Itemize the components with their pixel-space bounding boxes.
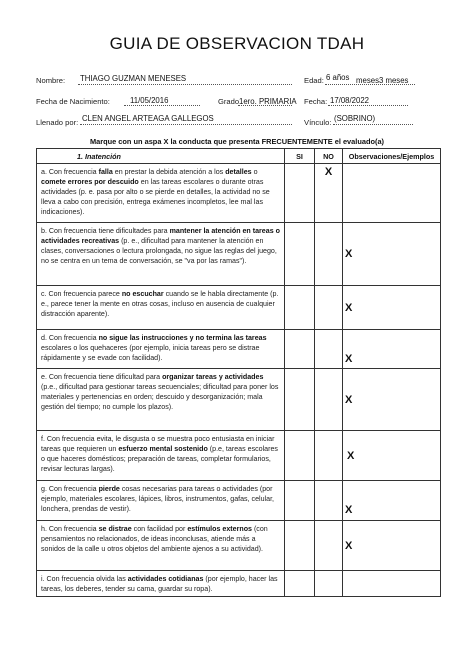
- obs-cell-b[interactable]: X: [343, 223, 441, 286]
- obs-cell-a[interactable]: [343, 164, 441, 223]
- item-a-text: a. Con frecuencia falla en prestar la debida atención a los detalles o comete errores por descuido en las tareas escolares o durante otras actividades (p. e. pasa por alto o se pierde en detalles, la actividad no se lleva a cabo con precisión, entrega exámenes incompletos, lee mal las indicaciones).: [41, 168, 270, 216]
- table-row: [37, 164, 441, 223]
- nombre-label: Nombre:: [36, 76, 66, 85]
- si-cell-i[interactable]: [285, 571, 315, 597]
- grado-line: [238, 105, 292, 106]
- edad-value[interactable]: 6 años: [326, 73, 350, 82]
- table-row: [37, 481, 441, 521]
- fecha-line: [328, 105, 408, 106]
- table-row: [37, 369, 441, 431]
- obs-cell-i[interactable]: [343, 571, 441, 597]
- no-cell-h[interactable]: [315, 521, 343, 571]
- table-row: [37, 330, 441, 369]
- page-title: GUIA DE OBSERVACION TDAH: [109, 34, 365, 53]
- obs-cell-h[interactable]: X: [343, 521, 441, 571]
- item-i-cell: [37, 571, 285, 597]
- item-d-cell: [37, 330, 285, 369]
- obs-cell-c[interactable]: X: [343, 286, 441, 330]
- header-item: 1. Inatención: [37, 149, 285, 164]
- item-a-cell: [37, 164, 285, 223]
- no-cell-f[interactable]: [315, 431, 343, 481]
- fecha-value[interactable]: 17/08/2022: [330, 96, 370, 105]
- vinculo-value[interactable]: (SOBRINO): [334, 114, 376, 123]
- table-row: [37, 431, 441, 481]
- item-c-cell: [37, 286, 285, 330]
- no-cell-a[interactable]: X: [315, 164, 343, 223]
- header-no: NO: [315, 149, 343, 164]
- obs-cell-d[interactable]: X: [343, 330, 441, 369]
- grado-value[interactable]: 1ero. PRIMARIA: [239, 97, 297, 106]
- edad-label: Edad:: [304, 76, 324, 85]
- si-cell-f[interactable]: [285, 431, 315, 481]
- item-c-text: c. Con frecuencia parece no escuchar cuando se le habla directamente (p. e., parece tener la mente en otras cosas, incluso en ausencia de cualquier distracción aparente).: [41, 290, 279, 318]
- no-cell-g[interactable]: [315, 481, 343, 521]
- instructions: Marque con un aspa X la conducta que presenta FRECUENTEMENTE el evaluado(a): [89, 137, 385, 146]
- llenado-line: [80, 124, 292, 125]
- table-row: [37, 521, 441, 571]
- table-row: [37, 223, 441, 286]
- item-g-text: g. Con frecuencia pierde cosas necesarias para tareas o actividades (por ejemplo, materiales escolares, lápices, libros, instrumentos, gafas, celular, lonchera, prendas de vestir).: [41, 485, 275, 513]
- table-row: [37, 286, 441, 330]
- observation-table: [36, 148, 441, 597]
- item-e-text: e. Con frecuencia tiene dificultad para organizar tareas y actividades (p.e., dificultad para gestionar tareas secuenciales; dificultad para poner los materiales y pertenencias en orden; descuido y desorganización; mala gestión del tiempo; no cumple los plazos).: [41, 373, 279, 411]
- vinculo-label: Vínculo:: [304, 118, 332, 127]
- item-h-text: h. Con frecuencia se distrae con facilidad por estímulos externos (con pensamientos no relacionados, de ideas inconclusas, atiende más a sonidos de la calle u otros objetos del ambiente ajenos a su actividad).: [41, 525, 268, 553]
- item-g-cell: [37, 481, 285, 521]
- no-cell-c[interactable]: [315, 286, 343, 330]
- llenado-label: Llenado por:: [36, 118, 79, 127]
- header-si: SI: [285, 149, 315, 164]
- obs-cell-g[interactable]: X: [343, 481, 441, 521]
- item-h-cell: [37, 521, 285, 571]
- fecha-label: Fecha:: [304, 97, 328, 106]
- no-cell-b[interactable]: [315, 223, 343, 286]
- item-e-cell: [37, 369, 285, 431]
- no-cell-i[interactable]: [315, 571, 343, 597]
- obs-cell-e[interactable]: X: [343, 369, 441, 431]
- item-f-text: f. Con frecuencia evita, le disgusta o se muestra poco entusiasta en iniciar tareas que requieren un esfuerzo mental sostenido (p.e, tareas escolares o que haceres domésticos; preparación de tareas, completar formularios, revisar lecturas largas).: [41, 435, 278, 473]
- grado-label: Grado: [218, 97, 240, 106]
- obs-cell-f[interactable]: X: [343, 431, 441, 481]
- item-d-text: d. Con frecuencia no sigue las instrucciones y no termina las tareas escolares o los quehaceres (por ejemplo, inicia tareas pero se distrae rápidamente y se evade con facilidad).: [41, 334, 267, 362]
- nombre-line: [78, 84, 292, 85]
- no-cell-e[interactable]: [315, 369, 343, 431]
- meses-value[interactable]: meses3 meses: [356, 76, 409, 85]
- item-b-text: b. Con frecuencia tiene dificultades para mantener la atención en tareas o actividades recreativas (p. e., dificultad para mantener la atención en clases, conversaciones o lectura prolongada, no sigue las reglas del juego, no se centra en un tema de conversación, se "va por las ramas").: [41, 227, 280, 265]
- nacimiento-line: [124, 105, 200, 106]
- si-cell-a[interactable]: [285, 164, 315, 223]
- si-cell-e[interactable]: [285, 369, 315, 431]
- header-obs: Observaciones/Ejemplos: [343, 149, 441, 164]
- si-cell-b[interactable]: [285, 223, 315, 286]
- si-cell-g[interactable]: [285, 481, 315, 521]
- table-header-row: [37, 149, 441, 164]
- nacimiento-label: Fecha de Nacimiento:: [36, 97, 110, 106]
- si-cell-c[interactable]: [285, 286, 315, 330]
- item-i-text: i. Con frecuencia olvida las actividades cotidianas (por ejemplo, hacer las tareas, los deberes, tender su cama, guardar su ropa).: [41, 575, 278, 593]
- si-cell-h[interactable]: [285, 521, 315, 571]
- nombre-value[interactable]: THIAGO GUZMAN MENESES: [80, 74, 187, 83]
- llenado-value[interactable]: CLEN ANGEL ARTEAGA GALLEGOS: [82, 114, 214, 123]
- edad-line: [325, 84, 415, 85]
- nacimiento-value[interactable]: 11/05/2016: [130, 96, 169, 105]
- item-f-cell: [37, 431, 285, 481]
- table-row: [37, 571, 441, 597]
- item-b-cell: [37, 223, 285, 286]
- vinculo-line: [333, 124, 413, 125]
- si-cell-d[interactable]: [285, 330, 315, 369]
- no-cell-d[interactable]: [315, 330, 343, 369]
